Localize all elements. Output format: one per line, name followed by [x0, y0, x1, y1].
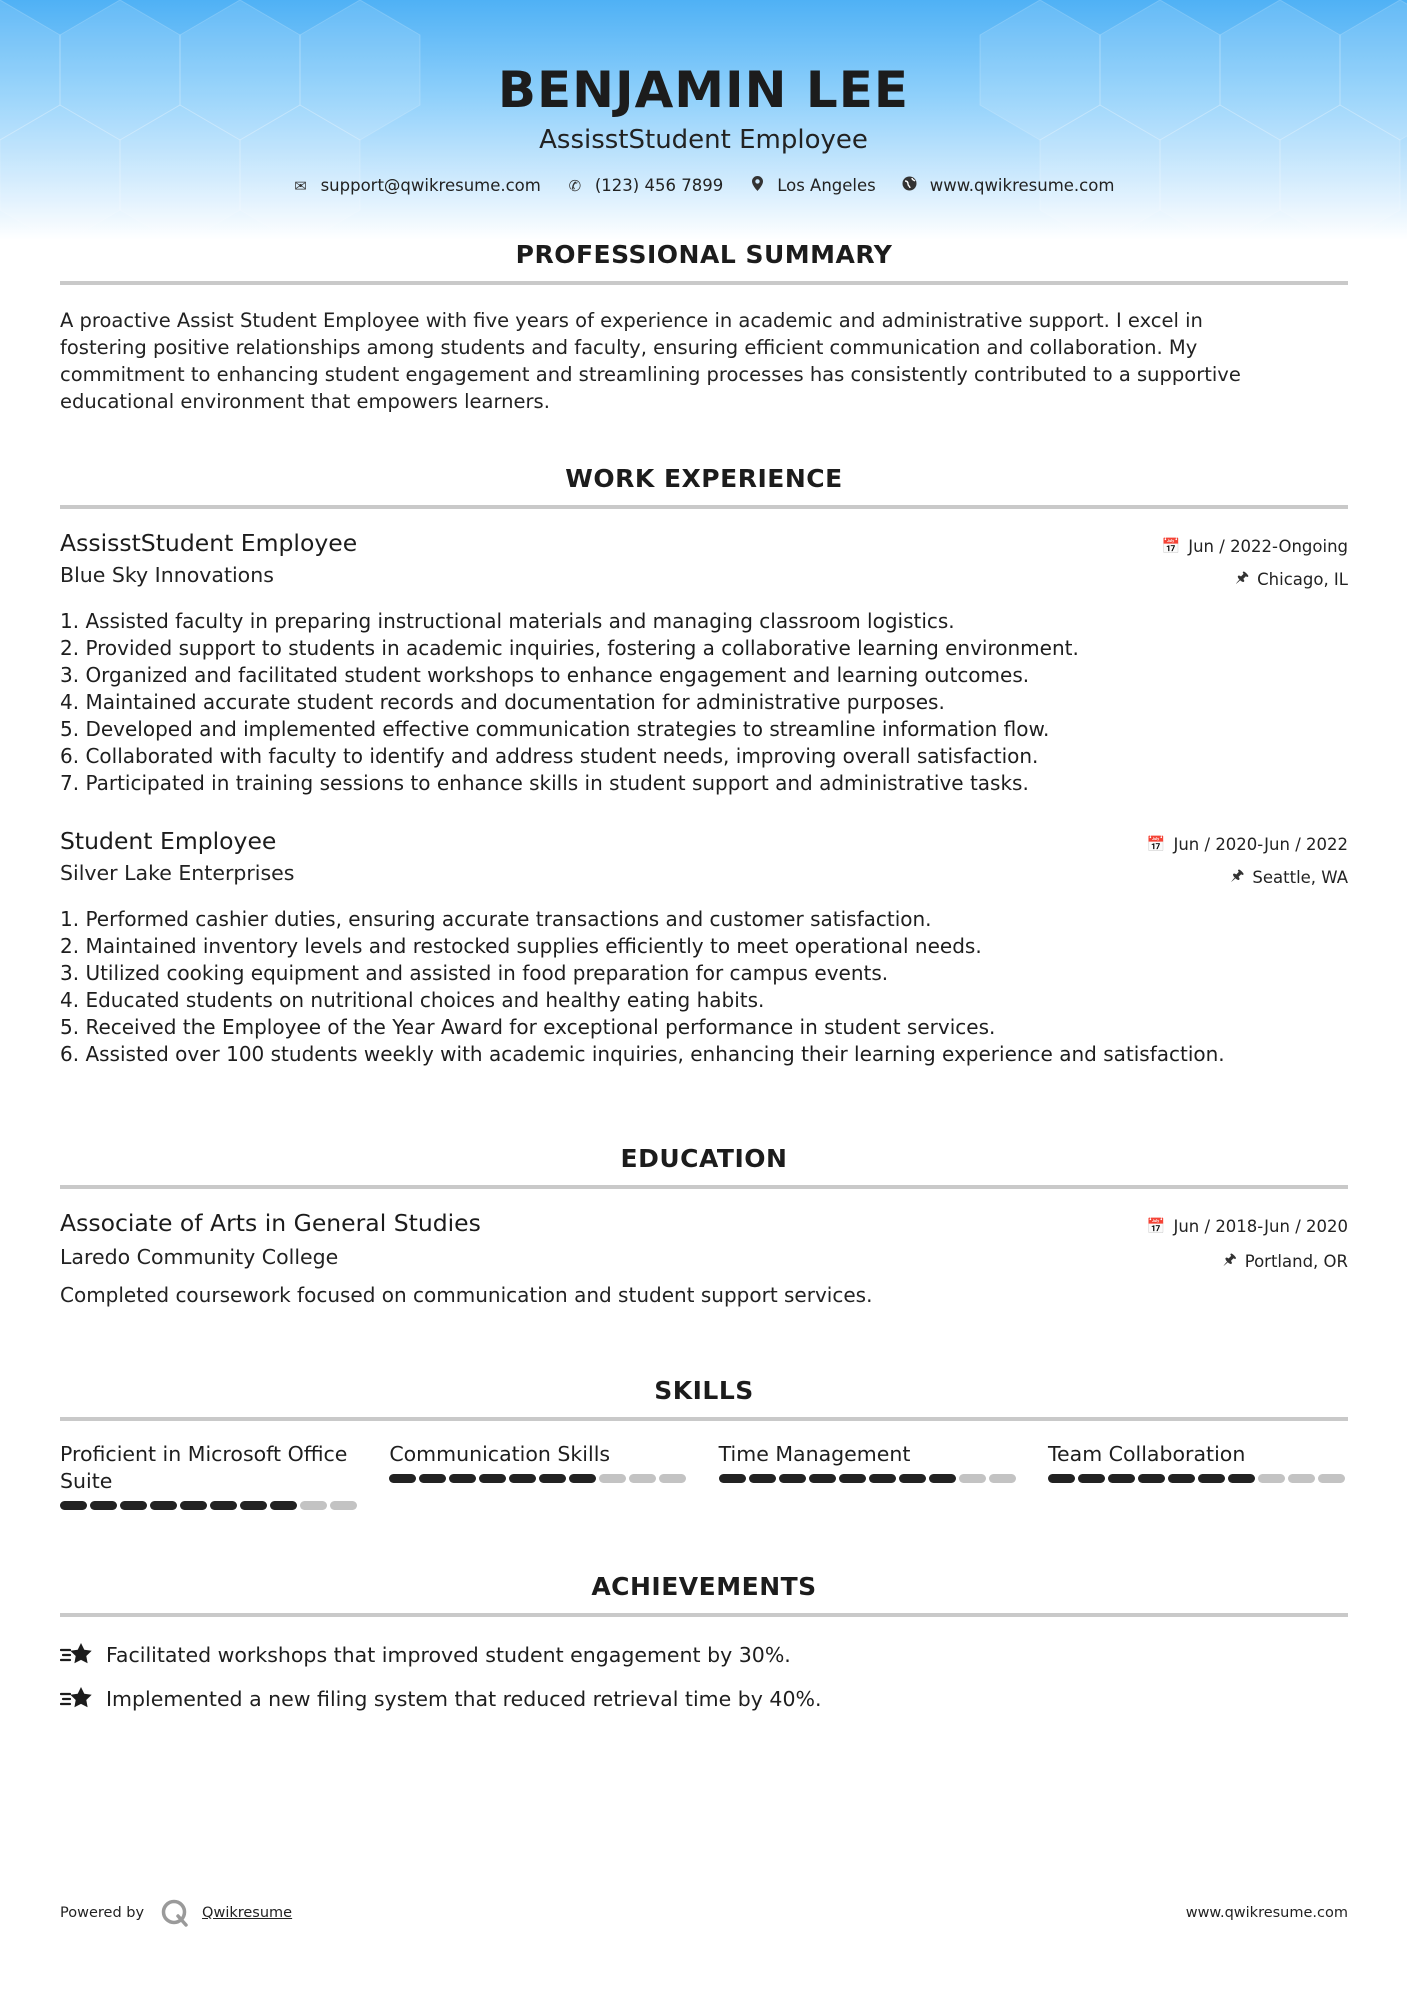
list-item: 6. Collaborated with faculty to identify and address student needs, improving overall satisfaction.: [60, 744, 1039, 768]
skill-segment-filled: [1198, 1474, 1225, 1483]
pushpin-icon: 🖈: [1230, 866, 1245, 884]
skill-segment-filled: [419, 1474, 446, 1483]
achievements-heading: ACHIEVEMENTS: [591, 1572, 817, 1601]
skill-segment-filled: [1078, 1474, 1105, 1483]
pushpin-icon: 🖈: [1222, 1250, 1237, 1268]
contact-bar: [0, 176, 1407, 195]
skill-segment-filled: [929, 1474, 956, 1483]
summary-line: fostering positive relationships among students and faculty, ensuring efficient communication and collaboration. My: [60, 336, 1198, 359]
summary-line: commitment to enhancing student engagement and streamlining processes has consistently contributed to a supportive: [60, 363, 1241, 386]
skill-segment-filled: [389, 1474, 416, 1483]
skill-segment-filled: [779, 1474, 806, 1483]
education-description: Completed coursework focused on communication and student support services.: [60, 1283, 873, 1307]
section-divider: [60, 1613, 1348, 1617]
list-item: 1. Assisted faculty in preparing instructional materials and managing classroom logistics.: [60, 609, 955, 633]
phone-icon: ✆: [568, 176, 582, 195]
list-item: 2. Provided support to students in academic inquiries, fostering a collaborative learning environment.: [60, 636, 1079, 660]
skill-segment-filled: [899, 1474, 926, 1483]
skill-segment-filled: [270, 1501, 297, 1510]
skill-item: [389, 1441, 689, 1510]
skill-segment-filled: [60, 1501, 87, 1510]
brand-link[interactable]: Qwikresume: [202, 1905, 293, 1921]
skill-segment-filled: [509, 1474, 536, 1483]
skill-segment-empty: [959, 1474, 986, 1483]
footer-website[interactable]: www.qwikresume.com: [1185, 1905, 1348, 1921]
job-date-text: Jun / 2020-Jun / 2022: [1173, 834, 1348, 854]
skill-segment-filled: [180, 1501, 207, 1510]
experience-section: [60, 464, 1348, 1068]
powered-by: [60, 1898, 292, 1928]
list-item: 7. Participated in training sessions to enhance skills in student support and administrative tasks.: [60, 771, 1029, 795]
list-item: 3. Utilized cooking equipment and assisted in food preparation for campus events.: [60, 961, 889, 985]
skill-segment-filled: [569, 1474, 596, 1483]
degree-title: Associate of Arts in General Studies: [60, 1209, 481, 1237]
skill-segment-filled: [539, 1474, 566, 1483]
calendar-icon: 📅: [1146, 1217, 1166, 1235]
job-location: [1235, 567, 1348, 592]
location-text: Los Angeles: [777, 176, 876, 195]
summary-line: A proactive Assist Student Employee with five years of experience in academic and administrative support. I excel in: [60, 309, 1203, 332]
skill-name: Communication Skills: [389, 1442, 611, 1466]
section-divider: [60, 281, 1348, 285]
skill-segment-filled: [749, 1474, 776, 1483]
job-entry: [60, 827, 1348, 1068]
job-entry: [60, 529, 1348, 797]
list-item: 6. Assisted over 100 students weekly with academic inquiries, enhancing their learning experience and satisfaction.: [60, 1042, 1225, 1066]
skill-level-bar: [60, 1501, 360, 1510]
list-item: 5. Received the Employee of the Year Award for exceptional performance in student services.: [60, 1015, 996, 1039]
skill-item: [719, 1441, 1019, 1510]
education-date-text: Jun / 2018-Jun / 2020: [1173, 1216, 1348, 1236]
experience-heading: WORK EXPERIENCE: [565, 464, 843, 493]
school-name: Laredo Community College: [60, 1245, 339, 1269]
qwikresume-logo-icon: [160, 1898, 190, 1928]
skill-segment-filled: [719, 1474, 746, 1483]
achievement-item: [60, 1633, 1348, 1677]
skill-segment-filled: [150, 1501, 177, 1510]
job-location-text: Chicago, IL: [1257, 570, 1348, 589]
skill-segment-empty: [1258, 1474, 1285, 1483]
email-text: support@qwikresume.com: [320, 176, 541, 195]
summary-line: educational environment that empowers learners.: [60, 390, 550, 413]
contact-website[interactable]: [902, 176, 1115, 195]
contact-location: [749, 176, 876, 195]
candidate-title: AssisstStudent Employee: [539, 125, 868, 155]
skills-grid: [60, 1441, 1348, 1510]
skill-segment-filled: [449, 1474, 476, 1483]
achievement-item: [60, 1677, 1348, 1721]
responsibility-list: [60, 608, 1348, 797]
star-icon: [60, 1641, 94, 1669]
job-location: [1231, 865, 1349, 890]
skill-segment-empty: [1318, 1474, 1345, 1483]
summary-heading: PROFESSIONAL SUMMARY: [515, 240, 893, 269]
skill-segment-filled: [1048, 1474, 1075, 1483]
star-icon: [60, 1685, 94, 1713]
skill-segment-empty: [989, 1474, 1016, 1483]
skill-segment-filled: [1168, 1474, 1195, 1483]
summary-text: [60, 307, 1348, 415]
contact-email[interactable]: [293, 176, 541, 195]
calendar-icon: 📅: [1146, 835, 1166, 853]
skill-name-line: Suite: [60, 1469, 113, 1493]
skill-segment-filled: [839, 1474, 866, 1483]
education-date: [1147, 1217, 1348, 1236]
skill-level-bar: [1048, 1474, 1348, 1483]
achievements-section: [60, 1572, 1348, 1721]
skill-segment-empty: [599, 1474, 626, 1483]
list-item: 3. Organized and facilitated student workshops to enhance engagement and learning outcomes.: [60, 663, 1030, 687]
skill-segment-filled: [1108, 1474, 1135, 1483]
job-date-text: Jun / 2022-Ongoing: [1188, 536, 1348, 556]
section-divider: [60, 505, 1348, 509]
skill-name: Team Collaboration: [1047, 1442, 1246, 1466]
job-date: [1162, 537, 1348, 556]
list-item: 4. Maintained accurate student records and documentation for administrative purposes.: [60, 690, 945, 714]
education-section: [60, 1144, 1348, 1309]
skill-name: [60, 1441, 360, 1495]
skill-segment-empty: [300, 1501, 327, 1510]
skill-level-bar: [719, 1474, 1019, 1483]
responsibility-list: [60, 906, 1348, 1068]
skill-segment-filled: [90, 1501, 117, 1510]
achievements-list: [60, 1633, 1348, 1721]
job-title: AssisstStudent Employee: [60, 529, 358, 557]
skill-level-bar: [389, 1474, 689, 1483]
globe-icon: [902, 176, 918, 195]
company-name: Silver Lake Enterprises: [60, 861, 295, 885]
skill-segment-filled: [479, 1474, 506, 1483]
skill-segment-empty: [1288, 1474, 1315, 1483]
skill-item: [60, 1441, 360, 1510]
website-text: www.qwikresume.com: [929, 176, 1115, 195]
skill-segment-filled: [120, 1501, 147, 1510]
envelope-icon: ✉: [294, 176, 307, 195]
summary-section: [60, 240, 1348, 415]
contact-phone[interactable]: [567, 176, 723, 195]
education-entry: [60, 1209, 1348, 1309]
achievement-text: Implemented a new filing system that reduced retrieval time by 40%.: [106, 1687, 822, 1711]
candidate-name: BENJAMIN LEE: [497, 61, 910, 119]
education-location-text: Portland, OR: [1244, 1252, 1348, 1271]
skill-item: [1048, 1441, 1348, 1510]
skill-segment-filled: [809, 1474, 836, 1483]
education-heading: EDUCATION: [620, 1144, 788, 1173]
skill-name: Time Management: [718, 1442, 911, 1466]
page-footer: [60, 1898, 1348, 1928]
skill-segment-filled: [1228, 1474, 1255, 1483]
phone-text: (123) 456 7899: [594, 176, 724, 195]
skills-heading: SKILLS: [654, 1376, 754, 1405]
section-divider: [60, 1185, 1348, 1189]
skill-segment-empty: [659, 1474, 686, 1483]
section-divider: [60, 1417, 1348, 1421]
skill-segment-filled: [1138, 1474, 1165, 1483]
job-date: [1147, 835, 1348, 854]
pushpin-icon: 🖈: [1235, 568, 1250, 586]
achievement-text: Facilitated workshops that improved student engagement by 30%.: [106, 1643, 791, 1667]
skill-segment-filled: [869, 1474, 896, 1483]
powered-by-label: Powered by: [60, 1905, 145, 1921]
map-pin-icon: [749, 176, 765, 195]
job-title: Student Employee: [60, 827, 277, 855]
list-item: 5. Developed and implemented effective communication strategies to streamline information flow.: [60, 717, 1050, 741]
skill-segment-empty: [629, 1474, 656, 1483]
skills-section: [60, 1376, 1348, 1510]
education-location: [1223, 1249, 1348, 1274]
list-item: 2. Maintained inventory levels and restocked supplies efficiently to meet operational needs.: [60, 934, 982, 958]
skill-segment-filled: [240, 1501, 267, 1510]
list-item: 1. Performed cashier duties, ensuring accurate transactions and customer satisfaction.: [60, 907, 932, 931]
resume-header: [0, 60, 1407, 195]
list-item: 4. Educated students on nutritional choices and healthy eating habits.: [60, 988, 765, 1012]
company-name: Blue Sky Innovations: [60, 563, 274, 587]
calendar-icon: 📅: [1161, 537, 1181, 555]
skill-name-line: Proficient in Microsoft Office: [60, 1442, 348, 1466]
skill-segment-filled: [210, 1501, 237, 1510]
job-location-text: Seattle, WA: [1252, 868, 1348, 887]
skill-segment-empty: [330, 1501, 357, 1510]
